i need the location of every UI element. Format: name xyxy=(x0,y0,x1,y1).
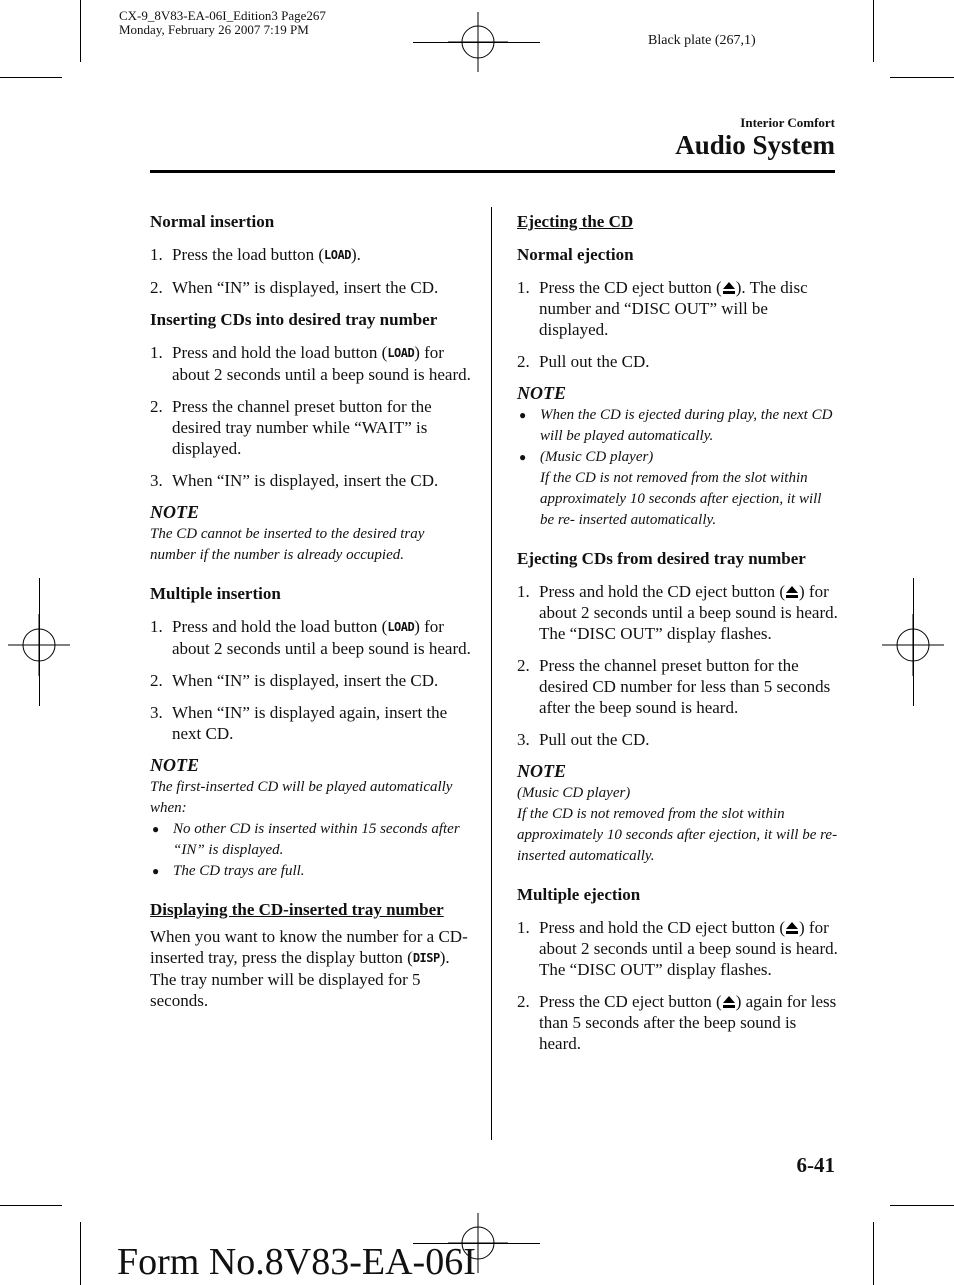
note-bullet: ● (Music CD player) If the CD is not removed from the slot within approximately 10 seconds after ejection, it will be re- inserted automatically. xyxy=(517,447,839,531)
crop-mark xyxy=(873,0,874,62)
print-job-file: CX-9_8V83-EA-06I_Edition3 Page267 xyxy=(119,8,326,23)
note-heading: NOTE xyxy=(517,761,566,781)
print-job-info xyxy=(119,9,326,37)
note-text: (Music CD player) If the CD is not removed from the slot within approximately 10 seconds after ejection, it will be re- inserted automatically. xyxy=(517,785,838,864)
eject-icon xyxy=(785,922,799,934)
bullet-icon: ● xyxy=(152,822,160,836)
ejecting-heading: Ejecting the CD xyxy=(517,212,634,231)
note-bullet: ● The CD trays are full. xyxy=(150,861,472,882)
note-text xyxy=(517,405,839,531)
disp-button-icon: DISP xyxy=(412,951,440,965)
eject-icon xyxy=(785,586,799,598)
eject-icon xyxy=(722,282,736,294)
column-divider xyxy=(491,207,492,1140)
list-item: 1. Press and hold the CD eject button ( ) for about 2 seconds until a beep sound is heard. The “DISC OUT” display flashes. xyxy=(517,582,838,643)
page-title: Audio System xyxy=(675,130,835,160)
crop-mark xyxy=(873,1222,874,1285)
bullet-icon: ● xyxy=(152,864,160,878)
crop-mark xyxy=(39,578,40,706)
list-item: 1. Press the load button (LOAD). xyxy=(150,245,361,264)
desired-eject-heading: Ejecting CDs from desired tray number xyxy=(517,549,806,568)
note-intro: The first-inserted CD will be played automatically when: xyxy=(150,779,453,816)
crop-mark xyxy=(913,578,914,706)
plate-label: Black plate (267,1) xyxy=(648,33,756,48)
list-item: 2. Press the channel preset button for the desired tray number while “WAIT” is displayed. xyxy=(150,397,432,458)
list-item: 1. Press and hold the CD eject button ( ) for about 2 seconds until a beep sound is heard. The “DISC OUT” display flashes. xyxy=(517,918,838,979)
header-rule xyxy=(150,170,835,173)
list-item: 2. Pull out the CD. xyxy=(517,352,650,371)
note-bullet: ● No other CD is inserted within 15 seconds after “IN” is displayed. xyxy=(150,819,472,861)
list-item: 1. Press and hold the load button (LOAD) for about 2 seconds until a beep sound is heard. xyxy=(150,617,471,658)
right-column xyxy=(517,211,839,1065)
displaying-heading: Displaying the CD-inserted tray number xyxy=(150,900,444,919)
list-item: 2. When “IN” is displayed, insert the CD. xyxy=(150,278,439,297)
note-heading: NOTE xyxy=(150,755,199,775)
displaying-paragraph: When you want to know the number for a CD-inserted tray, press the display button (DISP). The tray number will be displayed for 5 seconds. xyxy=(150,927,468,1010)
crop-mark xyxy=(80,0,81,62)
crop-mark xyxy=(0,1205,62,1206)
bullet-icon: ● xyxy=(519,408,527,422)
section-label: Interior Comfort xyxy=(740,115,835,130)
form-number: Form No.8V83-EA-06I xyxy=(117,1241,476,1283)
multiple-ejection-heading: Multiple ejection xyxy=(517,885,641,904)
note-bullet: ● When the CD is ejected during play, the next CD will be played automatically. xyxy=(517,405,839,447)
crop-mark xyxy=(413,42,540,43)
crop-mark xyxy=(890,77,954,78)
note-text xyxy=(150,777,472,882)
crop-mark xyxy=(80,1222,81,1285)
load-button-icon: LOAD xyxy=(387,346,415,360)
list-item: 2. Press the CD eject button ( ) again for less than 5 seconds after the beep sound is heard. xyxy=(517,992,837,1053)
list-item: 3. When “IN” is displayed again, insert the next CD. xyxy=(150,703,448,743)
desired-tray-heading: Inserting CDs into desired tray number xyxy=(150,310,438,329)
left-column xyxy=(150,211,472,1022)
note-heading: NOTE xyxy=(150,502,199,522)
normal-ejection-heading: Normal ejection xyxy=(517,245,634,264)
eject-icon xyxy=(722,996,736,1008)
load-button-icon: LOAD xyxy=(324,248,351,262)
note-text: The CD cannot be inserted to the desired tray number if the number is already occupied. xyxy=(150,526,425,563)
page-number: 6-41 xyxy=(796,1153,835,1177)
list-item: 3. Pull out the CD. xyxy=(517,730,650,749)
list-item: 2. Press the channel preset button for the desired CD number for less than 5 seconds after the beep sound is heard. xyxy=(517,656,831,717)
crop-mark xyxy=(890,1205,954,1206)
print-job-date: Monday, February 26 2007 7:19 PM xyxy=(119,22,309,37)
note-heading: NOTE xyxy=(517,383,566,403)
bullet-icon: ● xyxy=(519,450,527,464)
load-button-icon: LOAD xyxy=(387,620,415,634)
crop-mark xyxy=(0,77,62,78)
list-item: 1. Press and hold the load button (LOAD) for about 2 seconds until a beep sound is heard. xyxy=(150,343,471,384)
list-item: 1. Press the CD eject button ( ). The disc number and “DISC OUT” will be displayed. xyxy=(517,278,808,339)
normal-insertion-heading: Normal insertion xyxy=(150,212,275,231)
list-item: 3. When “IN” is displayed, insert the CD. xyxy=(150,471,439,490)
list-item: 2. When “IN” is displayed, insert the CD. xyxy=(150,671,439,690)
multiple-insertion-heading: Multiple insertion xyxy=(150,584,281,603)
